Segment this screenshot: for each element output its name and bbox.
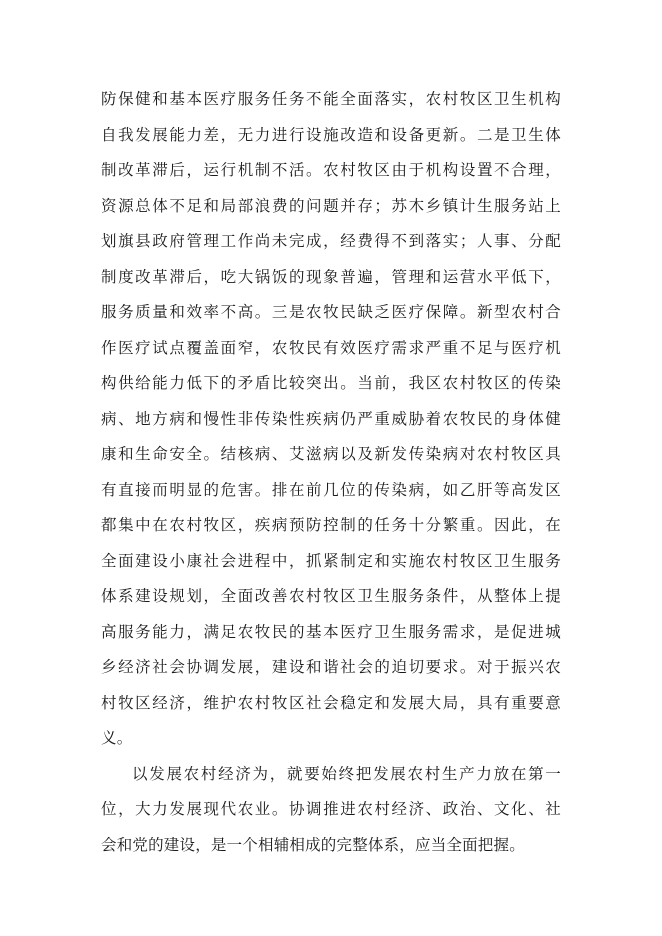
- text-line: 资源总体不足和局部浪费的问题并存；苏木乡镇计生服务站上: [101, 196, 561, 215]
- text-line: 义。: [101, 729, 133, 747]
- text-line: 以发展农村经济为，就要始终把发展农村生产力放在第一: [132, 764, 561, 783]
- body-text: [101, 82, 561, 863]
- text-line: 防保健和基本医疗服务任务不能全面落实，农村牧区卫生机构: [101, 90, 561, 108]
- text-line: 乡经济社会协调发展，建设和谐社会的迫切要求。对于振兴农: [101, 658, 561, 676]
- text-line: 服务质量和效率不高。三是农牧民缺乏医疗保障。新型农村合: [101, 303, 561, 321]
- paragraph-1: [101, 82, 561, 757]
- text-line: 作医疗试点覆盖面窄，农牧民有效医疗需求严重不足与医疗机: [101, 338, 561, 357]
- text-line: 体系建设规划，全面改善农村牧区卫生服务条件，从整体上提: [101, 587, 561, 605]
- text-line: 制度改革滞后，吃大锅饭的现象普遍，管理和运营水平低下，: [101, 267, 561, 286]
- text-line: 村牧区经济，维护农村牧区社会稳定和发展大局，具有重要意: [101, 693, 561, 712]
- text-line: 会和党的建设，是一个相辅相成的完整体系，应当全面把握。: [101, 835, 525, 854]
- paragraph-2: [101, 757, 561, 864]
- text-line: 划旗县政府管理工作尚未完成，经费得不到落实；人事、分配: [101, 232, 561, 250]
- text-line: 位，大力发展现代农业。协调推进农村经济、政治、文化、社: [101, 800, 561, 818]
- text-line: 有直接而明显的危害。排在前几位的传染病，如乙肝等高发区: [101, 480, 561, 499]
- text-line: 自我发展能力差，无力进行设施改造和设备更新。二是卫生体: [101, 125, 561, 144]
- text-line: 都集中在农村牧区，疾病预防控制的任务十分繁重。因此，在: [101, 516, 561, 534]
- text-line: 构供给能力低下的矛盾比较突出。当前，我区农村牧区的传染: [101, 374, 561, 392]
- text-line: 病、地方病和慢性非传染性疾病仍严重威胁着农牧民的身体健: [101, 409, 561, 428]
- text-line: 制改革滞后，运行机制不活。农村牧区由于机构设置不合理，: [101, 161, 561, 179]
- text-line: 全面建设小康社会进程中，抓紧制定和实施农村牧区卫生服务: [101, 551, 561, 570]
- text-line: 康和生命安全。结核病、艾滋病以及新发传染病对农村牧区具: [101, 445, 561, 463]
- text-line: 高服务能力，满足农牧民的基本医疗卫生服务需求，是促进城: [101, 622, 561, 641]
